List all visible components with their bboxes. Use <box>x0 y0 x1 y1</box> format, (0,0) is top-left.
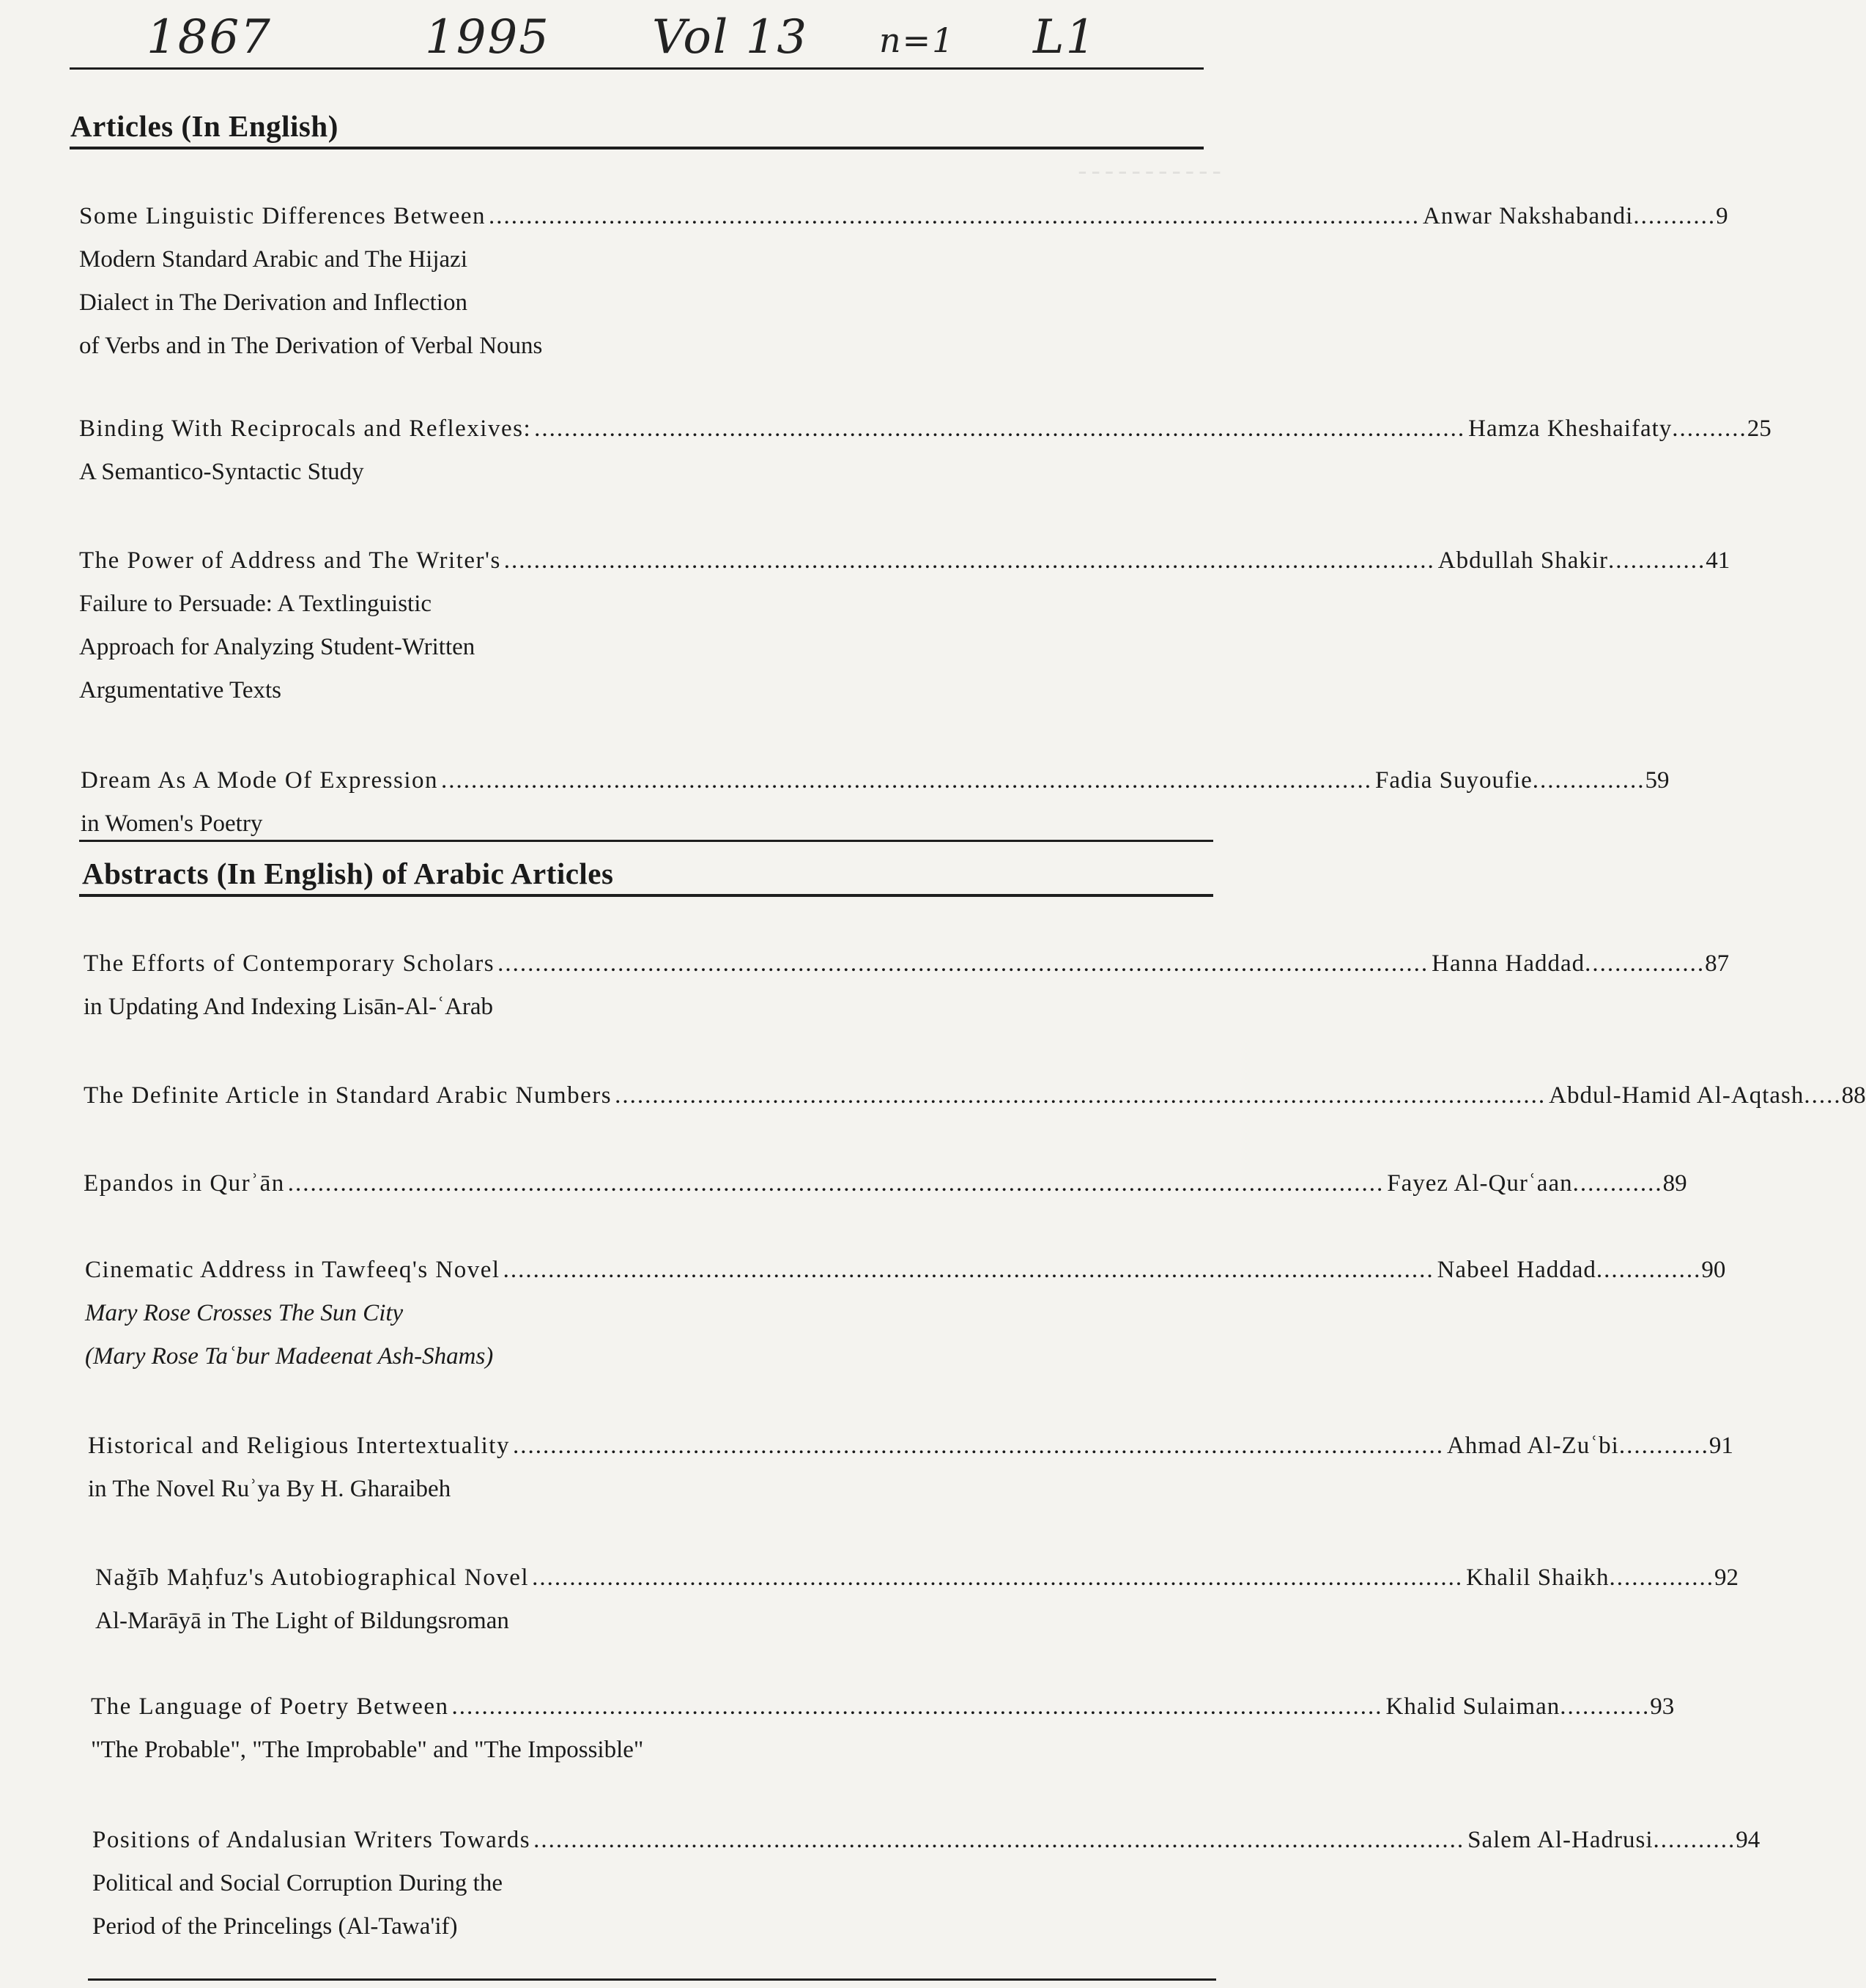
entry-author: Fadia Suyoufie <box>1375 767 1533 794</box>
entry-page-number: 41 <box>1706 547 1730 574</box>
entry-author: Hanna Haddad <box>1432 950 1585 977</box>
entry-title: Positions of Andalusian Writers Towards <box>92 1827 531 1853</box>
entry-title: The Language of Poetry Between <box>91 1693 449 1720</box>
entry-title-cont: Approach for Analyzing Student-Written <box>79 634 475 660</box>
entry-author: Ahmad Al-Zuʿbi <box>1446 1433 1619 1459</box>
entry-title-cont: in Women's Poetry <box>81 810 263 837</box>
toc-entry-abstract-7: The Language of Poetry Between ............................................................................................................................ Khalid Sulaiman ............ 93 "The Probable", "The Improbable" and "The Impossible" <box>91 1685 1202 1772</box>
entry-author: Khalil Shaikh <box>1466 1564 1610 1591</box>
entry-author: Fayez Al-Qurʿaan <box>1387 1170 1573 1197</box>
toc-entry-abstract-5: Historical and Religious Intertextuality ............................................................................................................................ Ahmad Al-Zuʿbi ............ 91 in The Novel Ruʾya By H. Gharaibeh <box>88 1425 1199 1511</box>
entry-page-number: 9 <box>1716 203 1728 229</box>
entry-title-cont: Dialect in The Derivation and Inflection <box>79 289 467 316</box>
entry-title-cont: A Semantico-Syntactic Study <box>79 459 364 485</box>
entry-title-cont: (Mary Rose Taʿbur Madeenat Ash-Shams) <box>85 1343 494 1370</box>
toc-entry-abstract-3: Epandos in Qurʾān .................................................................................................................................................. Fayez Al-Qurʿaan ............ 89 <box>84 1162 1192 1205</box>
toc-entry-abstract-2: The Definite Article in Standard Arabic Numbers ............................................................................................................................ Abdul-Hamid Al-Aqtash ..... 88 <box>84 1074 1198 1117</box>
dot-leader: .................................................................................................................................................. <box>287 1170 1385 1197</box>
toc-entry-article-1: Some Linguistic Differences Between ............................................................................................................................ Anwar Nakshabandi ........... 9 Modern Standard Arabic and The Hijazi Dialect in The Derivation and Inflection of Verbs and in The Derivation of Verbal Nouns <box>79 195 1189 368</box>
entry-title: Cinematic Address in Tawfeeq's Novel <box>85 1257 500 1283</box>
dot-leader: ............................................................................................................................ <box>503 1257 1434 1283</box>
entry-author: Nabeel Haddad <box>1437 1257 1596 1283</box>
entry-page-number: 87 <box>1705 950 1730 977</box>
entry-title-cont: Al-Marāyā in The Light of Bildungsroman <box>95 1608 509 1634</box>
entry-title: The Definite Article in Standard Arabic Numbers <box>84 1082 612 1109</box>
handwritten-note: n=1 <box>879 21 955 60</box>
entry-title-cont: in The Novel Ruʾya By H. Gharaibeh <box>88 1476 451 1502</box>
entry-title: Binding With Reciprocals and Reflexives: <box>79 415 532 442</box>
entry-author: Khalid Sulaiman <box>1385 1693 1560 1720</box>
dot-leader: ............................................................................................................................ <box>533 1827 1465 1853</box>
entry-title-cont: Mary Rose Crosses The Sun City <box>85 1300 404 1326</box>
entry-title: Some Linguistic Differences Between <box>79 203 486 229</box>
dot-leader: ............................................................................................................................ <box>512 1433 1444 1459</box>
entry-title-cont: "The Probable", "The Improbable" and "The Impossible" <box>91 1737 644 1763</box>
entry-title-cont: in Updating And Indexing Lisān-Al-ʿArab <box>84 994 494 1020</box>
abstracts-section-title: Abstracts (In English) of Arabic Articles <box>82 857 614 890</box>
entry-title: The Efforts of Contemporary Scholars <box>84 950 495 977</box>
entry-title-cont: Political and Social Corruption During the <box>92 1870 503 1896</box>
handwritten-note: L1 <box>1033 10 1097 64</box>
entry-page-number: 94 <box>1736 1827 1761 1853</box>
dot-leader: ............................................................................................................................ <box>497 950 1429 977</box>
dot-leader: ............................................................................................................................ <box>615 1082 1547 1109</box>
toc-entry-abstract-6: Nağīb Maḥfuz's Autobiographical Novel ............................................................................................................................ Khalil Shaikh .............. 92 Al-Marāyā in The Light of Bildungsroman <box>95 1556 1199 1643</box>
toc-entry-article-4: Dream As A Mode Of Expression ............................................................................................................................ Fadia Suyoufie ............... 59 in Women's Poetry <box>81 759 1189 846</box>
entry-title: The Power of Address and The Writer's <box>79 547 501 574</box>
entry-author: Abdul-Hamid Al-Aqtash <box>1549 1082 1804 1109</box>
handwritten-note: 1995 <box>425 10 550 64</box>
entry-author: Salem Al-Hadrusi <box>1467 1827 1654 1853</box>
section-divider <box>79 840 1213 842</box>
dot-leader: ............................................................................................................................ <box>532 1564 1464 1591</box>
entry-page-number: 59 <box>1645 767 1670 794</box>
abstracts-title-underline <box>79 894 1213 897</box>
entry-page-number: 25 <box>1747 415 1771 442</box>
entry-author: Abdullah Shakir <box>1437 547 1609 574</box>
handwritten-note: Vol 13 <box>652 10 809 64</box>
entry-title: Historical and Religious Intertextuality <box>88 1433 510 1459</box>
toc-entry-abstract-4: Cinematic Address in Tawfeeq's Novel ............................................................................................................................ Nabeel Haddad .............. 90 Mary Rose Crosses The Sun City (Mary Rose Taʿbur Madeenat Ash-Shams) <box>85 1249 1199 1378</box>
toc-entry-article-2: Binding With Reciprocals and Reflexives: ............................................................................................................................ Hamza Kheshaifaty .......... 25 A Semantico-Syntactic Study <box>79 407 1189 494</box>
dot-leader: ............................................................................................................................ <box>451 1693 1383 1720</box>
dot-leader: ............................................................................................................................ <box>441 767 1373 794</box>
toc-entry-abstract-1: The Efforts of Contemporary Scholars ............................................................................................................................ Hanna Haddad ................ 87 in Updating And Indexing Lisān-Al-ʿArab <box>84 942 1192 1029</box>
articles-section-title: Articles (In English) <box>70 109 338 143</box>
entry-title-cont: Argumentative Texts <box>79 677 282 703</box>
entry-title: Epandos in Qurʾān <box>84 1170 285 1197</box>
dot-leader: ............................................................................................................................ <box>534 415 1466 442</box>
entry-page-number: 89 <box>1662 1170 1687 1197</box>
entry-author: Hamza Kheshaifaty <box>1468 415 1673 442</box>
toc-entry-abstract-8: Positions of Andalusian Writers Towards ............................................................................................................................ Salem Al-Hadrusi ........... 94 Political and Social Corruption During the Period of the Princelings (Al-Tawa'if) <box>92 1819 1191 1948</box>
entry-title-cont: Failure to Persuade: A Textlinguistic <box>79 591 432 617</box>
entry-title: Dream As A Mode Of Expression <box>81 767 439 794</box>
entry-title-cont: of Verbs and in The Derivation of Verbal Nouns <box>79 333 543 359</box>
articles-title-underline <box>70 147 1204 149</box>
bleed-through-text: ـ ـ ـ ـ ـ ـ ـ ـ ـ ـ ـ <box>1078 154 1220 180</box>
entry-page-number: 88 <box>1841 1082 1866 1109</box>
top-rule <box>70 67 1204 70</box>
entry-title-cont: Modern Standard Arabic and The Hijazi <box>79 246 467 273</box>
toc-entry-article-3: The Power of Address and The Writer's ............................................................................................................................ Abdullah Shakir ............. 41 Failure to Persuade: A Textlinguistic Approach for Analyzing Student-Written Argumentative Texts <box>79 539 1189 712</box>
handwritten-catalog-notes <box>147 10 1136 91</box>
entry-page-number: 92 <box>1714 1564 1739 1591</box>
entry-author: Anwar Nakshabandi <box>1423 203 1634 229</box>
entry-page-number: 90 <box>1701 1257 1726 1283</box>
dot-leader: ............................................................................................................................ <box>489 203 1420 229</box>
handwritten-note: 1867 <box>147 10 272 64</box>
dot-leader: ............................................................................................................................ <box>503 547 1435 574</box>
entry-title: Nağīb Maḥfuz's Autobiographical Novel <box>95 1564 530 1591</box>
entry-page-number: 93 <box>1650 1693 1675 1720</box>
entry-page-number: 91 <box>1708 1433 1733 1459</box>
entry-title-cont: Period of the Princelings (Al-Tawa'if) <box>92 1913 458 1940</box>
bottom-rule <box>88 1978 1216 1981</box>
